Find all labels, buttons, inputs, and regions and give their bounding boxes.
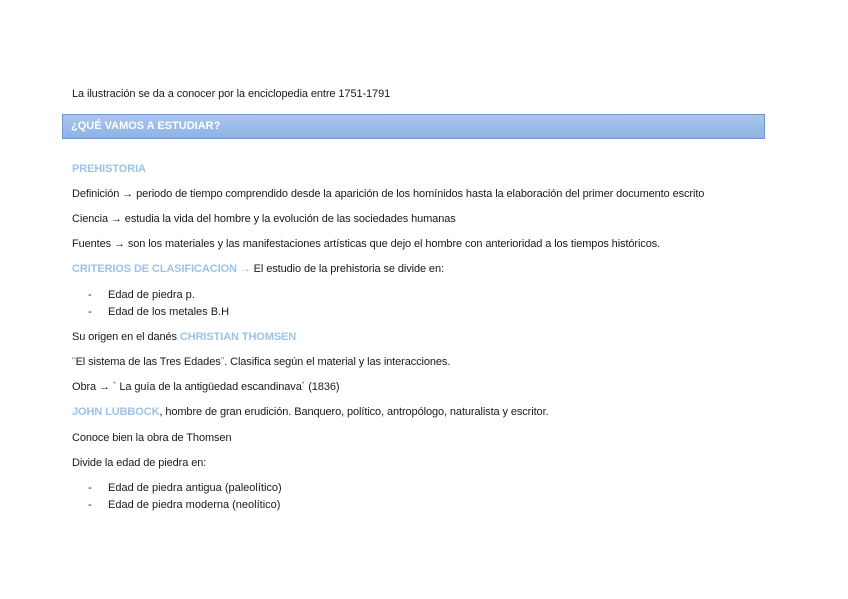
criterios-text: El estudio de la prehistoria se divide en: — [250, 263, 444, 275]
list-item-label: Edad de piedra p. — [108, 289, 195, 301]
sistema-text: ¨El sistema de las Tres Edades¨. Clasifica según el material y las interacciones. — [72, 356, 451, 368]
origen-line — [72, 330, 296, 344]
criterios-line — [72, 262, 444, 276]
list-item — [88, 481, 282, 495]
bullet-marker: - — [88, 306, 92, 318]
list-item-label: Edad de piedra antigua (paleolítico) — [108, 482, 282, 494]
list-item — [88, 288, 195, 302]
list-item — [88, 498, 280, 512]
bullet-marker: - — [88, 482, 92, 494]
section-heading: PREHISTORIA — [72, 163, 146, 175]
bullet-marker: - — [88, 499, 92, 511]
origen-text: Su origen en el danés — [72, 331, 180, 343]
list-item — [88, 305, 229, 319]
list-item-label: Edad de piedra moderna (neolítico) — [108, 499, 281, 511]
obra-text: Obra → ` La guía de la antigüedad escandinava´ (1836) — [72, 381, 340, 393]
conoce-text: Conoce bien la obra de Thomsen — [72, 432, 232, 444]
thomsen-name: CHRISTIAN THOMSEN — [179, 331, 297, 343]
definicion-text: Definición → periodo de tiempo comprendido desde la aparición de los homínidos hasta la elaboración del primer documento escrito — [72, 188, 705, 200]
intro-text: La ilustración se da a conocer por la enciclopedia entre 1751-1791 — [72, 88, 391, 100]
lubbock-line — [72, 405, 548, 419]
section-banner — [62, 114, 765, 139]
divide-text: Divide la edad de piedra en: — [72, 457, 207, 469]
fuentes-text: Fuentes → son los materiales y las manifestaciones artísticas que dejo el hombre con anterioridad a los tiempos históricos. — [72, 238, 661, 250]
criterios-label: CRITERIOS DE CLASIFICACION → — [72, 263, 251, 275]
banner-title: ¿QUÉ VAMOS A ESTUDIAR? — [71, 120, 221, 132]
list-item-label: Edad de los metales B.H — [108, 306, 230, 318]
lubbock-name: JOHN LUBBOCK — [72, 406, 160, 418]
bullet-marker: - — [88, 289, 92, 301]
lubbock-text: , hombre de gran erudición. Banquero, político, antropólogo, naturalista y escritor. — [159, 406, 549, 418]
ciencia-text: Ciencia → estudia la vida del hombre y la evolución de las sociedades humanas — [72, 213, 456, 225]
